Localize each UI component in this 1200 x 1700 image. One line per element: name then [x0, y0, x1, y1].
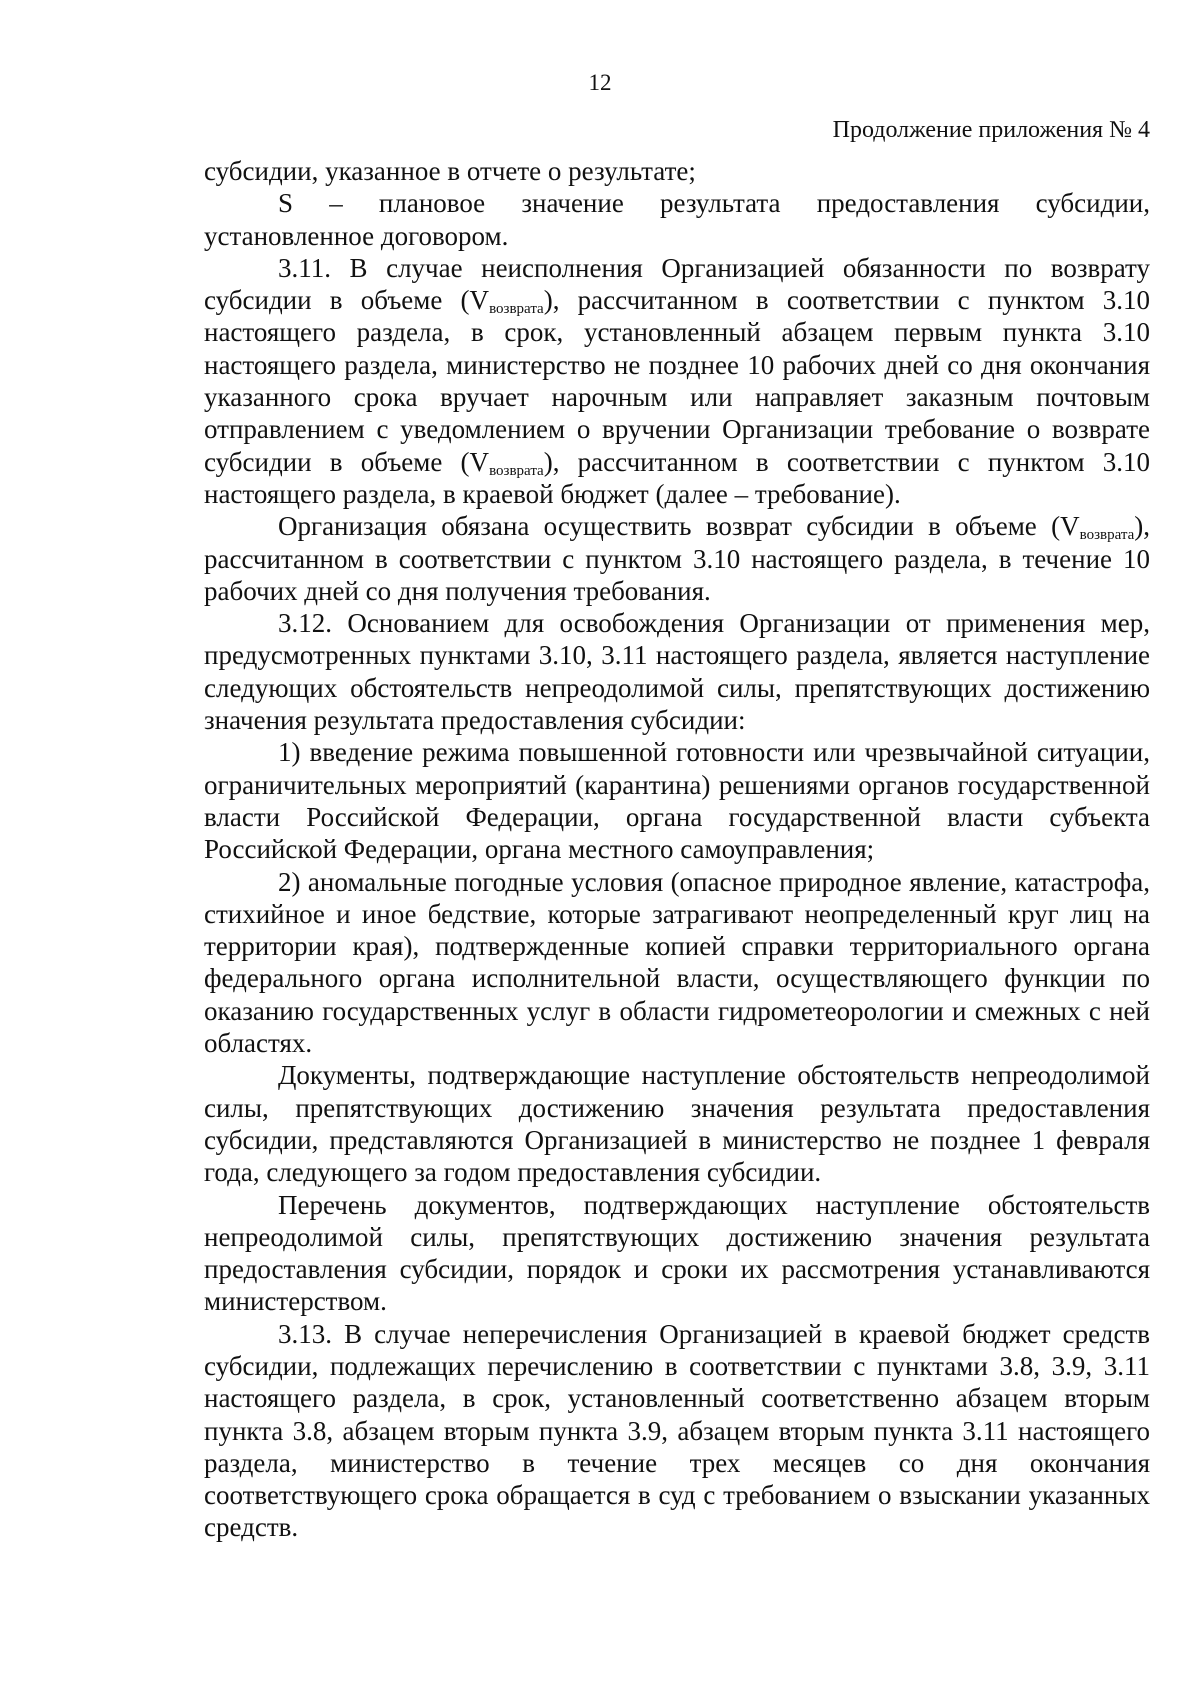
text-run: ), рассчитанном в соответствии с пунктом 3.10 настоящего раздела, в срок, установленный абзацем первым пункта 3.10 настоящего раздела, министерство не позднее 10 рабочих дней со дня окончания указанного срока вручает нарочным или направляет заказным почтовым отправлением с уведомлением о вручении Организации требование о возврате субсидии в объеме (V	[204, 285, 1151, 477]
paragraph: Документы, подтверждающие наступление обстоятельств непреодолимой силы, препятствующих достижению значения результата предоставления субсидии, представляются Организацией в министерство не позднее 1 февраля года, следующего за годом предоставления субсидии.	[204, 1060, 1150, 1188]
paragraph-3-11	[204, 252, 1150, 510]
paragraph-3-12: 3.12. Основанием для освобождения Организации от применения мер, предусмотренных пунктами 3.10, 3.11 настоящего раздела, является наступление следующих обстоятельств непреодолимой силы, препятствующих достижению значения результата предоставления субсидии:	[204, 608, 1150, 736]
text-run: ), рассчитанном в соответствии с пунктом 3.10 настоящего раздела, в течение 10 рабочих дней со дня получения требования.	[204, 511, 1150, 606]
subscript: возврата	[1079, 527, 1135, 544]
document-body	[204, 155, 1150, 1544]
text-run: Организация обязана осуществить возврат субсидии в объеме (V	[278, 511, 1080, 542]
list-item: 2) аномальные погодные условия (опасное природное явление, катастрофа, стихийное и иное бедствие, которые затрагивают неопределенный круг лиц на территории края), подтвержденные копией справки территориального органа федерального органа исполнительной власти, осуществляющего функции по оказанию государственных услуг в области гидрометеорологии и смежных с ней областях.	[204, 866, 1150, 1059]
paragraph: S – плановое значение результата предоставления субсидии, установленное договором.	[204, 188, 1150, 251]
appendix-continuation-note: Продолжение приложения № 4	[832, 117, 1150, 143]
text-run: 3.11. В случае неисполнения Организацией обязанности по возврату субсидии в объеме (V	[204, 252, 1150, 316]
subscript: возврата	[489, 301, 544, 318]
text-run: ), рассчитанном в соответствии с пунктом 3.10 настоящего раздела, в краевой бюджет (далее – требование).	[204, 446, 1151, 509]
paragraph: Перечень документов, подтверждающих наступление обстоятельств непреодолимой силы, препятствующих достижению значения результата предоставления субсидии, порядок и сроки их рассмотрения устанавливаются министерством.	[204, 1189, 1150, 1317]
subscript: возврата	[489, 462, 544, 479]
paragraph: субсидии, указанное в отчете о результате;	[204, 156, 696, 186]
page-number: 12	[588, 70, 612, 95]
list-item: 1) введение режима повышенной готовности или чрезвычайной ситуации, ограничительных мероприятий (карантина) решениями органов государственной власти Российской Федерации, органа государственной власти субъекта Российской Федерации, органа местного самоуправления;	[204, 737, 1150, 865]
paragraph	[204, 510, 1150, 607]
paragraph-3-13: 3.13. В случае неперечисления Организацией в краевой бюджет средств субсидии, подлежащих перечислению в соответствии с пунктами 3.8, 3.9, 3.11 настоящего раздела, в срок, установленный соответственно абзацем вторым пункта 3.8, абзацем вторым пункта 3.9, абзацем вторым пункта 3.11 настоящего раздела, министерство в течение трех месяцев со дня окончания соответствующего срока обращается в суд с требованием о взыскании указанных средств.	[204, 1318, 1150, 1543]
